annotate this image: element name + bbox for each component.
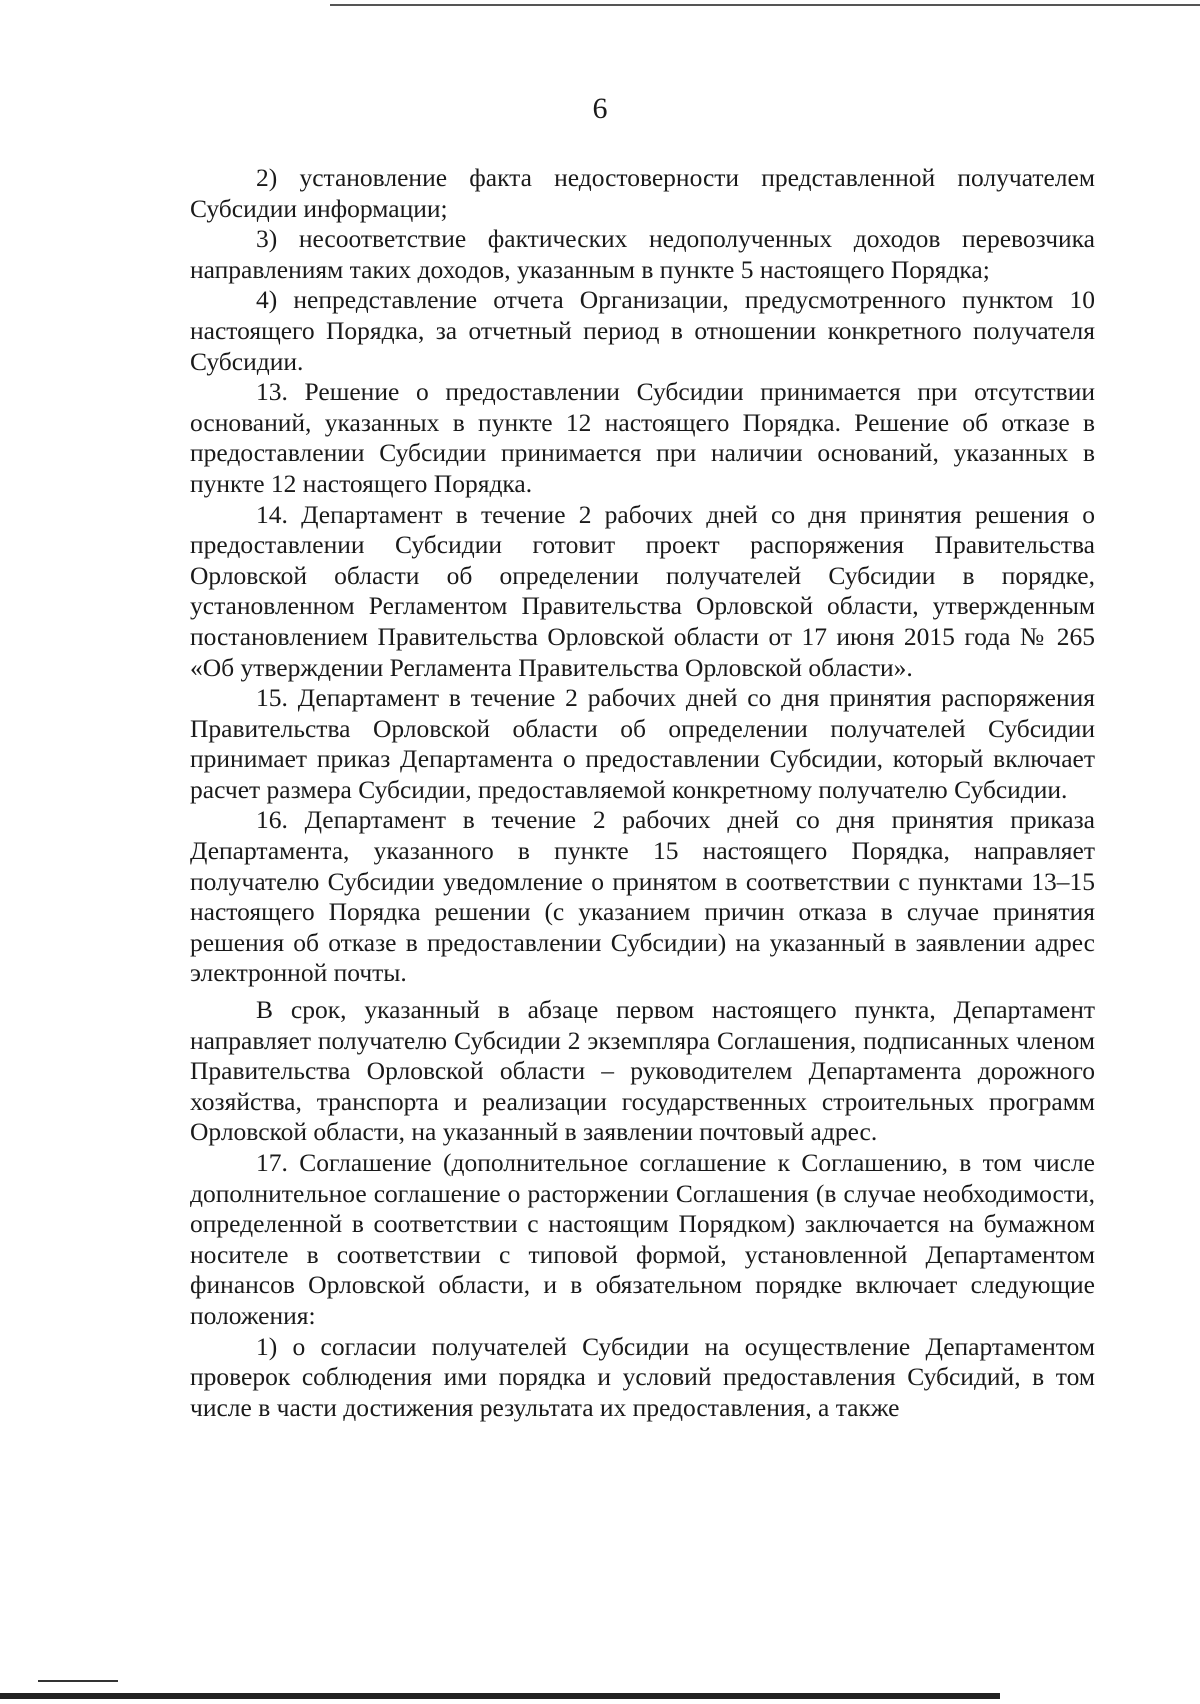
paragraph-17: 17. Соглашение (дополнительное соглашение к Соглашению, в том числе дополнительное соглашение о расторжении Соглашения (в случае необходимости, определенной в соответствии с настоящим Порядком) заключается на бумажном носителе в соответствии с типовой формой, установленной Департаментом финансов Орловской области, и в обязательном порядке включает следующие положения:: [190, 1148, 1095, 1330]
paragraph-item-3: 3) несоответствие фактических недополученных доходов перевозчика направлениям таких доходов, указанным в пункте 5 настоящего Порядка;: [190, 224, 1095, 284]
paragraph-15: 15. Департамент в течение 2 рабочих дней со дня принятия распоряжения Правительства Орловской области об определении получателей Субсидии принимает приказ Департамента о предоставлении Субсидии, который включает расчет размера Субсидии, предоставляемой конкретному получателю Субсидии.: [190, 683, 1095, 804]
paragraph-16-part-2: В срок, указанный в абзаце первом настоящего пункта, Департамент направляет получателю Субсидии 2 экземпляра Соглашения, подписанных членом Правительства Орловской области – руководителем Департамента дорожного хозяйства, транспорта и реализации государственных строительных программ Орловской области, на указанный в заявлении почтовый адрес.: [190, 995, 1095, 1147]
document-body: [190, 163, 1095, 1423]
paragraph-item-2: 2) установление факта недостоверности представленной получателем Субсидии информации;: [190, 163, 1095, 223]
paragraph-17-item-1: 1) о согласии получателей Субсидии на осуществление Департаментом проверок соблюдения ими порядка и условий предоставления Субсидий, в том числе в части достижения результата их предоставления, а также: [190, 1331, 1095, 1422]
scan-mark-bottom: [38, 1680, 118, 1682]
page-number: 6: [592, 92, 608, 125]
scan-edge-top: [330, 4, 1200, 6]
paragraph-item-4: 4) непредставление отчета Организации, предусмотренного пунктом 10 настоящего Порядка, за отчетный период в отношении конкретного получателя Субсидии.: [190, 285, 1095, 376]
paragraph-13: 13. Решение о предоставлении Субсидии принимается при отсутствии оснований, указанных в пункте 12 настоящего Порядка. Решение об отказе в предоставлении Субсидии принимается при наличии оснований, указанных в пункте 12 настоящего Порядка.: [190, 377, 1095, 498]
scan-edge-bottom: [0, 1693, 1000, 1699]
paragraph-14: 14. Департамент в течение 2 рабочих дней со дня принятия решения о предоставлении Субсидии готовит проект распоряжения Правительства Орловской области об определении получателей Субсидии в порядке, установленном Регламентом Правительства Орловской области, утвержденным постановлением Правительства Орловской области от 17 июня 2015 года № 265 «Об утверждении Регламента Правительства Орловской области».: [190, 499, 1095, 682]
paragraph-16: 16. Департамент в течение 2 рабочих дней со дня принятия приказа Департамента, указанного в пункте 15 настоящего Порядка, направляет получателю Субсидии уведомление о принятом в соответствии с пунктами 13–15 настоящего Порядка решении (с указанием причин отказа в случае принятия решения об отказе в предоставлении Субсидии) на указанный в заявлении адрес электронной почты.: [190, 805, 1095, 988]
